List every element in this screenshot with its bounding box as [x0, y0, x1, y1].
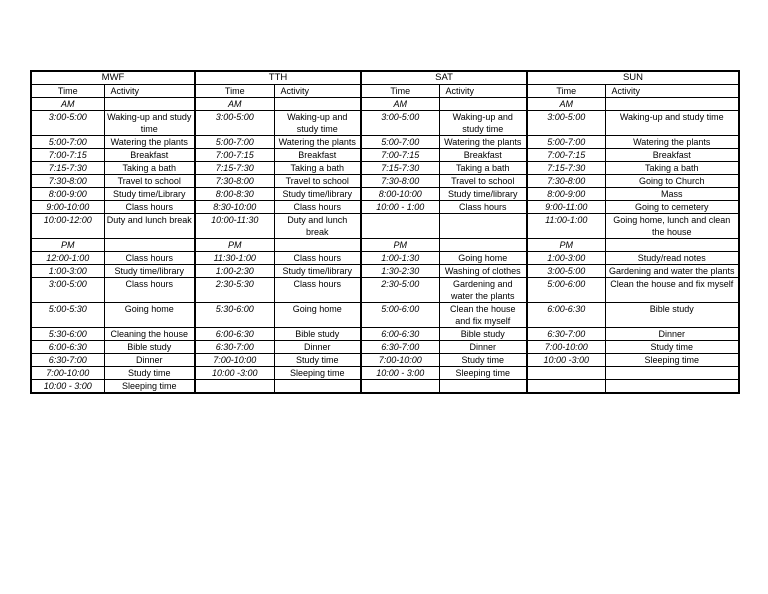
activity-cell: Watering the plants [274, 136, 361, 149]
schedule-row [31, 214, 739, 239]
activity-cell: Duty and lunch break [104, 214, 195, 239]
activity-cell: Clean the house and fix myself [605, 278, 739, 303]
time-cell: PM [31, 239, 104, 252]
time-cell: 8:00-9:00 [527, 188, 605, 201]
time-cell: 12:00-1:00 [31, 252, 104, 265]
time-cell: 1:00-2:30 [195, 265, 274, 278]
time-cell: 7:30-8:00 [361, 175, 439, 188]
time-cell: 1:30-2:30 [361, 265, 439, 278]
activity-cell: Bible study [605, 303, 739, 328]
time-cell: 10:00-12:00 [31, 214, 104, 239]
activity-cell [104, 98, 195, 111]
time-cell: 3:00-5:00 [31, 278, 104, 303]
time-cell: 5:00-7:00 [195, 136, 274, 149]
activity-cell: Study time [274, 354, 361, 367]
time-cell: 7:15-7:30 [195, 162, 274, 175]
activity-header: Activity [104, 85, 195, 98]
time-cell: 5:00-7:00 [31, 136, 104, 149]
schedule-row [31, 303, 739, 328]
time-cell: 7:00-10:00 [527, 341, 605, 354]
schedule-row [31, 162, 739, 175]
activity-cell [605, 239, 739, 252]
column-header-row [31, 85, 739, 98]
day-header-mwf: MWF [31, 71, 195, 85]
activity-cell [104, 239, 195, 252]
time-header: Time [31, 85, 104, 98]
activity-cell: Class hours [439, 201, 527, 214]
time-cell: 5:00-5:30 [31, 303, 104, 328]
activity-cell: Study time/library [274, 188, 361, 201]
day-header-sat: SAT [361, 71, 527, 85]
time-cell: 10:00 - 1:00 [361, 201, 439, 214]
activity-cell: Sleeping time [605, 354, 739, 367]
time-cell: 7:00-7:15 [527, 149, 605, 162]
activity-cell: Breakfast [605, 149, 739, 162]
activity-cell: Waking-up and study time [104, 111, 195, 136]
activity-cell: Taking a bath [274, 162, 361, 175]
day-header-tth: TTH [195, 71, 361, 85]
schedule-row [31, 265, 739, 278]
time-cell: 5:00-6:00 [527, 278, 605, 303]
time-cell: 3:00-5:00 [527, 111, 605, 136]
time-header: Time [527, 85, 605, 98]
activity-cell: Taking a bath [104, 162, 195, 175]
time-header: Time [361, 85, 439, 98]
time-cell: 6:30-7:00 [31, 354, 104, 367]
time-cell: 6:00-6:30 [361, 328, 439, 341]
time-cell: 2:30-5:30 [195, 278, 274, 303]
schedule-row [31, 252, 739, 265]
schedule-row [31, 239, 739, 252]
activity-header: Activity [605, 85, 739, 98]
activity-cell: Taking a bath [605, 162, 739, 175]
activity-cell: Dinner [605, 328, 739, 341]
time-cell: 3:00-5:00 [527, 265, 605, 278]
schedule-row [31, 341, 739, 354]
activity-cell: Study time [605, 341, 739, 354]
activity-cell: Class hours [274, 201, 361, 214]
schedule-row [31, 328, 739, 341]
activity-cell: Bible study [439, 328, 527, 341]
activity-cell: Watering the plants [605, 136, 739, 149]
time-cell: 5:00-7:00 [361, 136, 439, 149]
activity-cell: Duty and lunch break [274, 214, 361, 239]
time-header: Time [195, 85, 274, 98]
schedule-body [31, 71, 739, 393]
time-cell: 10:00 - 3:00 [31, 380, 104, 394]
activity-cell: Mass [605, 188, 739, 201]
time-cell: 7:30-8:00 [527, 175, 605, 188]
activity-cell: Washing of clothes [439, 265, 527, 278]
activity-cell: Breakfast [274, 149, 361, 162]
schedule-row [31, 278, 739, 303]
activity-cell: Dinner [439, 341, 527, 354]
activity-cell: Bible study [104, 341, 195, 354]
time-cell: 1:00-1:30 [361, 252, 439, 265]
time-cell: 8:30-10:00 [195, 201, 274, 214]
activity-cell [605, 367, 739, 380]
activity-cell: Class hours [274, 278, 361, 303]
time-cell: 10:00 -3:00 [195, 367, 274, 380]
activity-cell [439, 214, 527, 239]
activity-cell: Taking a bath [439, 162, 527, 175]
schedule-row [31, 201, 739, 214]
activity-cell: Clean the house and fix myself [439, 303, 527, 328]
activity-cell: Going to Church [605, 175, 739, 188]
time-cell: 2:30-5:00 [361, 278, 439, 303]
time-cell: 7:00-10:00 [31, 367, 104, 380]
time-cell: 8:00-10:00 [361, 188, 439, 201]
time-cell: 7:30-8:00 [31, 175, 104, 188]
time-cell: 10:00 -3:00 [527, 354, 605, 367]
time-cell [361, 380, 439, 394]
time-cell: 7:00-7:15 [31, 149, 104, 162]
activity-cell: Study/read notes [605, 252, 739, 265]
time-cell: AM [31, 98, 104, 111]
activity-cell: Watering the plants [439, 136, 527, 149]
activity-cell [274, 98, 361, 111]
time-cell [527, 367, 605, 380]
time-cell: 7:00-10:00 [361, 354, 439, 367]
activity-cell: Going home [274, 303, 361, 328]
time-cell: 9:00-11:00 [527, 201, 605, 214]
activity-cell: Dinner [274, 341, 361, 354]
time-cell: 5:00-6:00 [361, 303, 439, 328]
activity-cell: Class hours [274, 252, 361, 265]
schedule-row [31, 111, 739, 136]
time-cell: 6:30-7:00 [195, 341, 274, 354]
activity-cell: Waking-up and study time [605, 111, 739, 136]
activity-cell [439, 239, 527, 252]
activity-cell: Waking-up and study time [274, 111, 361, 136]
time-cell: 6:00-6:30 [527, 303, 605, 328]
time-cell: 7:00-10:00 [195, 354, 274, 367]
activity-cell: Study time/library [104, 265, 195, 278]
schedule-row [31, 136, 739, 149]
activity-cell: Watering the plants [104, 136, 195, 149]
time-cell: 8:00-8:30 [195, 188, 274, 201]
time-cell: 9:00-10:00 [31, 201, 104, 214]
activity-cell: Class hours [104, 278, 195, 303]
activity-cell: Gardening and water the plants [605, 265, 739, 278]
activity-cell: Class hours [104, 252, 195, 265]
time-cell [527, 380, 605, 394]
activity-header: Activity [274, 85, 361, 98]
activity-cell: Study time/Library [104, 188, 195, 201]
time-cell: 7:15-7:30 [361, 162, 439, 175]
activity-cell: Sleeping time [274, 367, 361, 380]
activity-cell [274, 239, 361, 252]
time-cell: AM [527, 98, 605, 111]
time-cell: 6:30-7:00 [361, 341, 439, 354]
activity-cell: Study time [104, 367, 195, 380]
activity-cell [605, 380, 739, 394]
activity-cell: Gardening and water the plants [439, 278, 527, 303]
activity-cell: Dinner [104, 354, 195, 367]
activity-cell: Study time/library [274, 265, 361, 278]
activity-cell: Travel to school [274, 175, 361, 188]
time-cell: 5:00-7:00 [527, 136, 605, 149]
activity-cell: Sleeping time [439, 367, 527, 380]
time-cell: 6:30-7:00 [527, 328, 605, 341]
time-cell: 1:00-3:00 [527, 252, 605, 265]
time-cell: AM [361, 98, 439, 111]
time-cell: 5:30-6:00 [195, 303, 274, 328]
activity-cell: Study time/library [439, 188, 527, 201]
activity-cell: Going home [439, 252, 527, 265]
time-cell: 7:15-7:30 [31, 162, 104, 175]
time-cell: 8:00-9:00 [31, 188, 104, 201]
time-cell: 11:00-1:00 [527, 214, 605, 239]
activity-cell: Sleeping time [104, 380, 195, 394]
activity-cell: Going to cemetery [605, 201, 739, 214]
activity-cell: Going home [104, 303, 195, 328]
time-cell: 3:00-5:00 [31, 111, 104, 136]
time-cell: 5:30-6:00 [31, 328, 104, 341]
time-cell: 3:00-5:00 [195, 111, 274, 136]
activity-cell [274, 380, 361, 394]
activity-cell [605, 98, 739, 111]
activity-cell [439, 98, 527, 111]
schedule-row [31, 98, 739, 111]
schedule-row [31, 175, 739, 188]
activity-cell [439, 380, 527, 394]
time-cell: 1:00-3:00 [31, 265, 104, 278]
activity-cell: Travel to school [439, 175, 527, 188]
time-cell: 6:00-6:30 [31, 341, 104, 354]
time-cell: 7:00-7:15 [361, 149, 439, 162]
schedule-row [31, 188, 739, 201]
schedule-row [31, 354, 739, 367]
time-cell: 10:00-11:30 [195, 214, 274, 239]
time-cell: PM [361, 239, 439, 252]
time-cell: AM [195, 98, 274, 111]
time-cell [195, 380, 274, 394]
time-cell: PM [195, 239, 274, 252]
activity-cell: Study time [439, 354, 527, 367]
time-cell: 11:30-1:00 [195, 252, 274, 265]
activity-cell: Cleaning the house [104, 328, 195, 341]
schedule-row [31, 380, 739, 394]
activity-cell: Waking-up and study time [439, 111, 527, 136]
time-cell [361, 214, 439, 239]
time-cell: 6:00-6:30 [195, 328, 274, 341]
activity-cell: Breakfast [439, 149, 527, 162]
activity-cell: Travel to school [104, 175, 195, 188]
activity-cell: Class hours [104, 201, 195, 214]
day-header-sun: SUN [527, 71, 739, 85]
schedule-row [31, 367, 739, 380]
time-cell: 3:00-5:00 [361, 111, 439, 136]
weekly-schedule-table [30, 70, 740, 394]
time-cell: 10:00 - 3:00 [361, 367, 439, 380]
time-cell: 7:15-7:30 [527, 162, 605, 175]
activity-cell: Bible study [274, 328, 361, 341]
day-header-row [31, 71, 739, 85]
schedule-row [31, 149, 739, 162]
activity-cell: Breakfast [104, 149, 195, 162]
time-cell: PM [527, 239, 605, 252]
activity-cell: Going home, lunch and clean the house [605, 214, 739, 239]
time-cell: 7:00-7:15 [195, 149, 274, 162]
time-cell: 7:30-8:00 [195, 175, 274, 188]
activity-header: Activity [439, 85, 527, 98]
